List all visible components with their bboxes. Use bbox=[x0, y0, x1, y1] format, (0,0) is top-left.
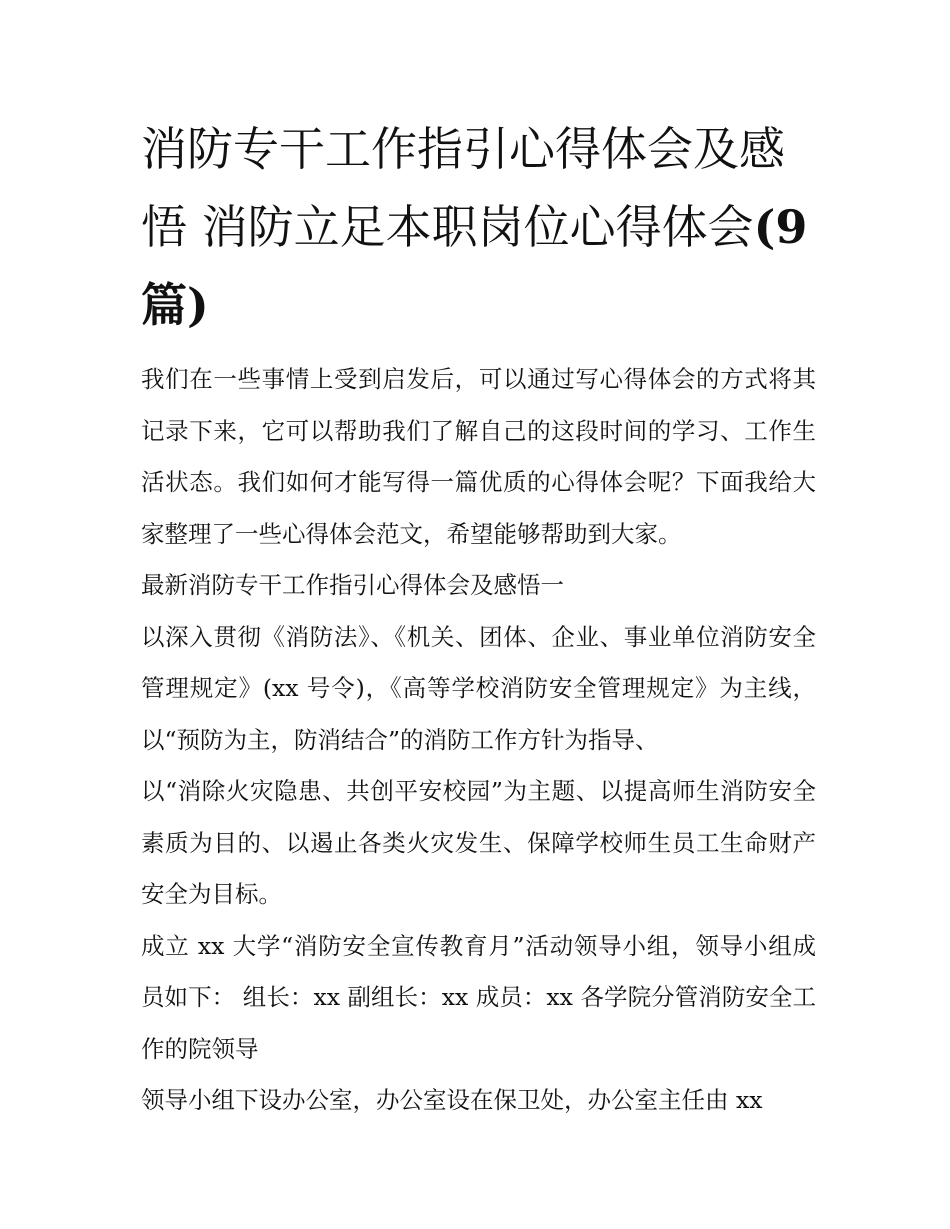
document-title-main: 消防专干工作指引心得体会及感悟 消防立足本职岗位心得体会 bbox=[141, 122, 785, 254]
body-paragraph: 以深入贯彻《消防法》、《机关、团体、企业、事业单位消防安全管理规定》(xx 号令)，《高等学校消防安全管理规定》为主线，以“预防为主，防消结合”的消防工作方针为指导、 bbox=[141, 622, 816, 754]
document-title-count: (9 篇) bbox=[141, 200, 808, 332]
intro-paragraph: 我们在一些事情上受到启发后，可以通过写心得体会的方式将其记录下来，它可以帮助我们了解自己的这段时间的学习、工作生活状态。我们如何才能写得一篇优质的心得体会呢？下面我给大家整理了一些心得体会范文，希望能够帮助到大家。 bbox=[141, 365, 816, 548]
body-paragraph: 以“消除火灾隐患、共创平安校园”为主题、以提高师生消防安全素质为目的、以遏止各类火灾发生、保障学校师生员工生命财产安全为目标。 bbox=[141, 777, 816, 908]
body-paragraph: 成立 xx 大学“消防安全宣传教育月”活动领导小组，领导小组成员如下： 组长：xx 副组长：xx 成员：xx 各学院分管消防安全工作的院领导 bbox=[141, 931, 816, 1063]
document-body bbox=[141, 354, 816, 1127]
document-title bbox=[141, 110, 821, 344]
body-paragraph: 领导小组下设办公室，办公室设在保卫处，办公室主任由 xx bbox=[141, 1086, 763, 1114]
section-heading: 最新消防专干工作指引心得体会及感悟一 bbox=[141, 571, 564, 599]
